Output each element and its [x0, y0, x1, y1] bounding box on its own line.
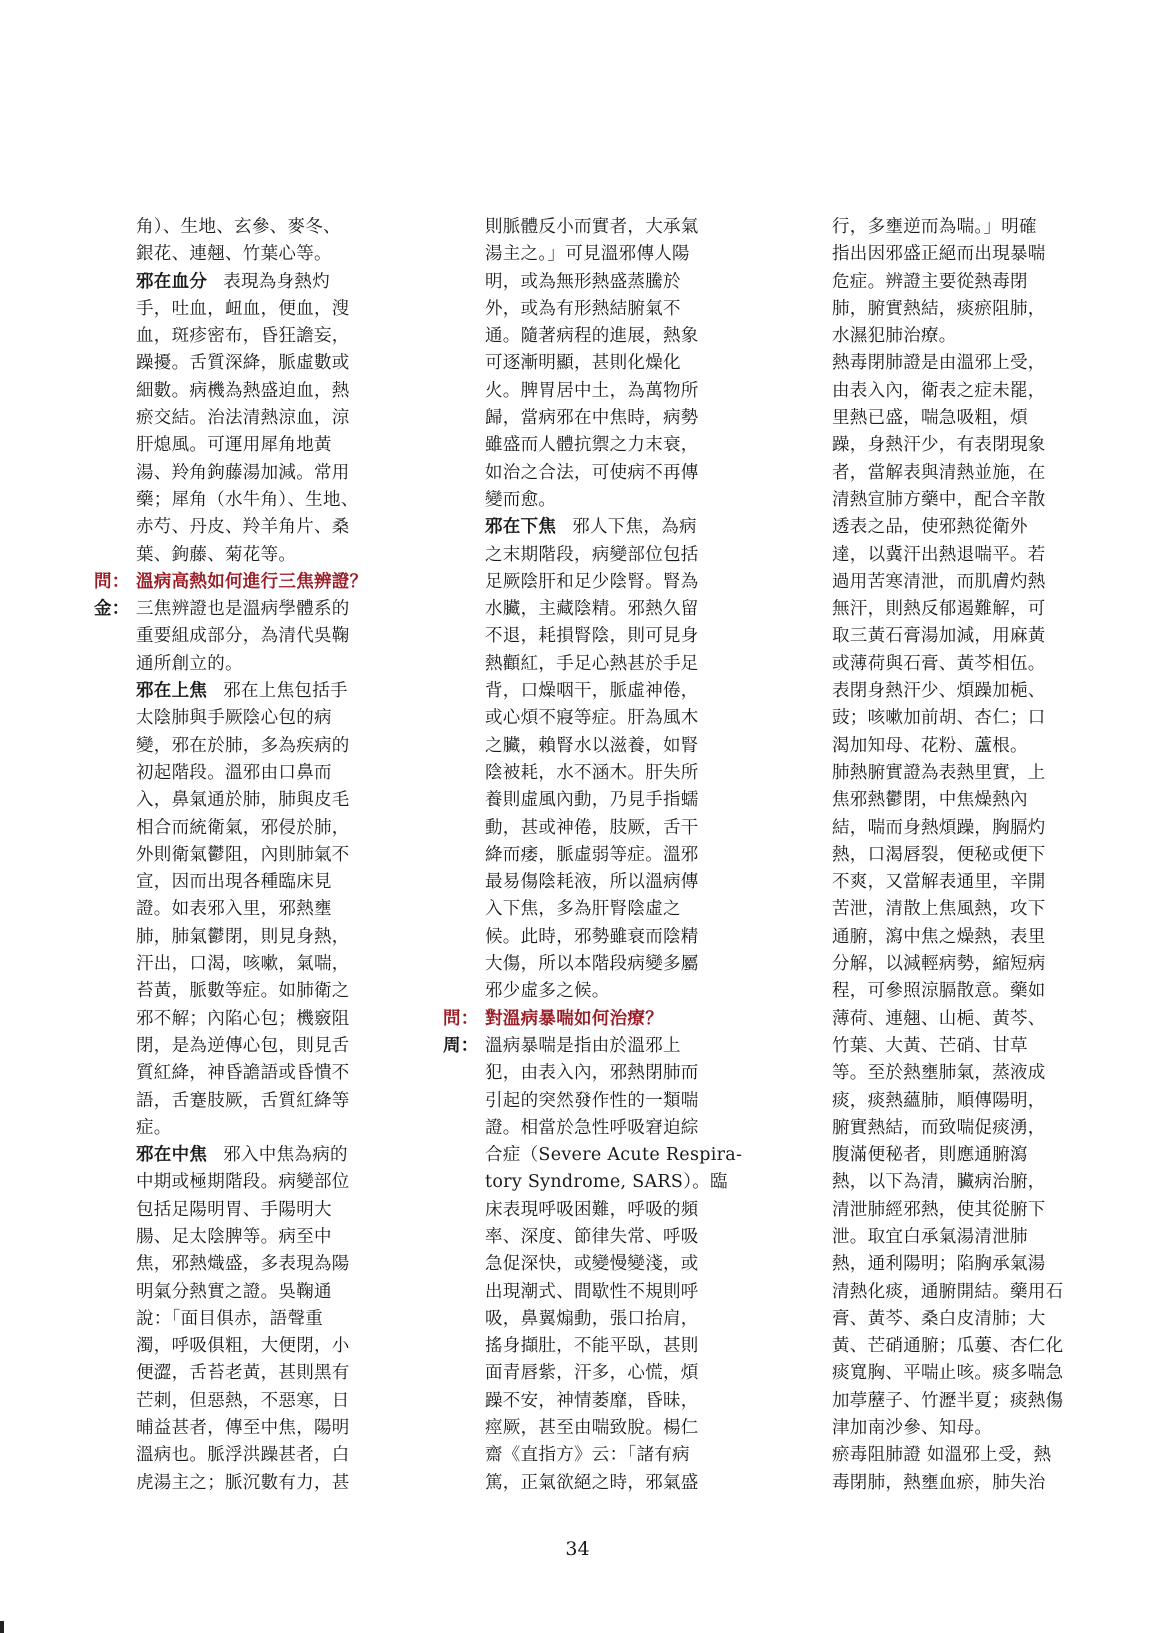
question-label: 問： — [443, 1008, 479, 1029]
text-line: 葉、鉤藤、菊花等。 — [136, 544, 297, 565]
answer-label: 周： — [443, 1035, 479, 1056]
question-label: 問： — [94, 571, 130, 592]
text-line: 火。脾胃居中土，為萬物所 — [485, 380, 699, 401]
text-line: 動，甚或神倦，肢厥，舌干 — [485, 817, 699, 838]
text-line: 水濕犯肺治療。 — [832, 326, 957, 347]
text-line: 入，鼻氣通於肺，肺與皮毛 — [136, 790, 350, 811]
text-line: 肝熄風。可運用犀角地黃 — [136, 435, 332, 456]
text-line: 苔黃，脈數等症。如肺衛之 — [136, 981, 350, 1002]
text-line: 清泄肺經邪熱，使其從腑下 — [832, 1199, 1046, 1220]
text-line: 程，可參照涼膈散意。藥如 — [832, 981, 1046, 1002]
question-1 — [94, 569, 394, 596]
text-line: 太陰肺與手厥陰心包的病 — [136, 708, 332, 729]
text-line: 指出因邪盛正絕而出現暴喘 — [832, 244, 1046, 265]
text-line: 搖身擷肚，不能平臥，甚則 — [485, 1336, 699, 1357]
text-line: 膏、黃芩、桑白皮清肺；大 — [832, 1308, 1046, 1329]
text-line: 邪不解；內陷心包；機竅阻 — [136, 1008, 350, 1029]
scan-mark — [0, 1621, 4, 1633]
text-line: 如治之合法，可使病不再傳 — [485, 462, 699, 483]
text-line: 細數。病機為熱盛迫血，熱 — [136, 380, 350, 401]
text-line: 床表現呼吸困難，呼吸的頻 — [485, 1199, 699, 1220]
text-line: 虎湯主之；脈沉數有力，甚 — [136, 1472, 350, 1493]
text-line: 赤芍、丹皮、羚羊角片、桑 — [136, 517, 350, 538]
text-line: 相合而統衛氣，邪侵於肺， — [136, 817, 350, 838]
column-left — [94, 214, 394, 1497]
column-right — [832, 214, 1090, 1497]
text-line: 等。至於熱壅肺氣，蒸液成 — [832, 1063, 1046, 1084]
text-line: 最易傷陰耗液，所以溫病傳 — [485, 872, 699, 893]
text-line: 結，喘而身熱煩躁，胸膈灼 — [832, 817, 1046, 838]
section-zhong-first-line: 邪在中焦 邪入中焦為病的 — [136, 1145, 348, 1166]
text-line: 豉；咳嗽加前胡、杏仁；口 — [832, 708, 1046, 729]
text-line: 之臟，賴腎水以滋養，如腎 — [485, 735, 699, 756]
text-line: 入下焦，多為肝腎陰虛之 — [485, 899, 681, 920]
text-line: 瘀毒阻肺證 如溫邪上受，熱 — [832, 1445, 1052, 1466]
text-line: 明氣分熱實之證。吳鞠通 — [136, 1281, 332, 1302]
text-line: 黃、芒硝通腑；瓜蔞、杏仁化 — [832, 1336, 1064, 1357]
answer-2: 周： 溫病暴喘是指由於溫邪上 犯，由表入內，邪熱閉肺而 引起的突然發作性的一類喘 證。相當於急性呼吸窘迫綜 合症（Severe Acute Respira- tory Syndrome, SARS）。臨 床表現呼吸困難，呼吸的頻 率、深度、節律失常、呼吸 急促深快，或變慢變淺，或 出現潮式、間歇性不規則呼 吸，鼻翼煽動，張口抬肩， 搖身擷肚，不能平臥，甚則 面青唇紫，汗多，心慌，煩 躁不安，神情萎靡，昏昧， 痙厥，甚至由喘致脫。楊仁 齋《直指方》云：「諸有病 篤，正氣欲絕之時，邪氣盛 — [485, 1033, 743, 1497]
text-line: 犯，由表入內，邪熱閉肺而 — [485, 1063, 699, 1084]
text-line: 外則衛氣鬱阻，內則肺氣不 — [136, 844, 350, 865]
question-text: 溫病高熱如何進行三焦辨證？ — [136, 571, 368, 592]
text-line: 通所創立的。 — [136, 653, 243, 674]
text-line: 急促深快，或變慢變淺，或 — [485, 1254, 699, 1275]
text-line: 不爽，又當解表通里，辛開 — [832, 872, 1046, 893]
text-line: 達，以冀汗出熱退喘平。若 — [832, 544, 1046, 565]
text-line: 說：「面目俱赤，語聲重 — [136, 1308, 324, 1329]
text-line: 銀花、連翹、竹葉心等。 — [136, 244, 332, 265]
text-line: 手，吐血，衄血，便血，溲 — [136, 298, 350, 319]
text-line: 痙厥，甚至由喘致脫。楊仁 — [485, 1418, 699, 1439]
text-line: 里熱已盛，喘急吸粗，煩 — [832, 408, 1028, 429]
text-line: 變而愈。 — [485, 489, 557, 510]
text-line: 便澀，舌苔老黃，甚則黑有 — [136, 1363, 350, 1384]
text-line: 語，舌蹇肢厥，舌質紅絳等 — [136, 1090, 350, 1111]
text-line: 腑實熱結，而致喘促痰湧， — [832, 1117, 1046, 1138]
text-line: 痰寬胸、平喘止咳。痰多喘急 — [832, 1363, 1064, 1384]
text-line: 中期或極期階段。病變部位 — [136, 1172, 350, 1193]
text-line: 絳而痿，脈虛弱等症。溫邪 — [485, 844, 699, 865]
text-line: 清熱宣肺方藥中，配合辛散 — [832, 489, 1046, 510]
text-line: 雖盛而人體抗禦之力末衰， — [485, 435, 699, 456]
text-line: 水臟，主藏陰精。邪熱久留 — [485, 599, 699, 620]
text-line: 肺，肺氣鬱閉，則見身熱， — [136, 926, 350, 947]
text-line: 湯主之。」可見溫邪傳人陽 — [485, 244, 690, 265]
text-line: 或薄荷與石膏、黃芩相伍。 — [832, 653, 1046, 674]
text-line: 焦邪熱鬱閉，中焦燥熱內 — [832, 790, 1028, 811]
text-line: 藥；犀角（水牛角）、生地、 — [136, 489, 359, 510]
text-line: 不退，耗損腎陰，則可見身 — [485, 626, 699, 647]
text-line: 清熱化痰，通腑開結。藥用石 — [832, 1281, 1064, 1302]
text-line: 篤，正氣欲絕之時，邪氣盛 — [485, 1472, 699, 1493]
text-line: 泄。取宜白承氣湯清泄肺 — [832, 1226, 1028, 1247]
text-line: 溫病也。脈浮洪躁甚者，白 — [136, 1445, 350, 1466]
section-heading: 邪在中焦 — [136, 1145, 208, 1166]
text-line: 包括足陽明胃、手陽明大 — [136, 1199, 332, 1220]
text-line: 邪少虛多之候。 — [485, 981, 610, 1002]
text-line: 津加南沙參、知母。 — [832, 1418, 993, 1439]
text-line: 出現潮式、間歇性不規則呼 — [485, 1281, 699, 1302]
answer-1: 金： 三焦辨證也是溫病學體系的 重要組成部分，為清代吳鞠 通所創立的。 — [136, 596, 394, 678]
text-line: 竹葉、大黃、芒硝、甘草 — [832, 1035, 1028, 1056]
text-line: 或心煩不寢等症。肝為風木 — [485, 708, 699, 729]
text-line: 吸，鼻翼煽動，張口抬肩， — [485, 1308, 699, 1329]
text-line: 率、深度、節律失常、呼吸 — [485, 1226, 699, 1247]
text-line: 肺，腑實熱結，痰瘀阻肺， — [832, 298, 1046, 319]
section-heading: 邪在血分 — [136, 271, 208, 292]
section-xia-first-line: 邪在下焦 邪人下焦，為病 — [485, 517, 697, 538]
text-line: 合症（Severe Acute Respira- — [485, 1145, 743, 1166]
text-line: 症。 — [136, 1117, 172, 1138]
text-line: 通。隨著病程的進展，熱象 — [485, 326, 699, 347]
text-line: 腸、足太陰脾等。病至中 — [136, 1226, 332, 1247]
text-line: 濁，呼吸俱粗，大便閉，小 — [136, 1336, 350, 1357]
text-line: 行，多壅逆而為喘。」明確 — [832, 217, 1037, 237]
text-line: 過用苦寒清泄，而肌膚灼熱 — [832, 571, 1046, 592]
text-line: 宣，因而出現各種臨床見 — [136, 872, 332, 893]
section-shang-first-line: 邪在上焦 邪在上焦包括手 — [136, 681, 348, 702]
text-line: 苦泄，清散上焦風熱，攻下 — [832, 899, 1046, 920]
page-number: 34 — [565, 1538, 590, 1560]
text-line: 熱顴紅，手足心熱甚於手足 — [485, 653, 699, 674]
text-line: 汗出，口渴，咳嗽，氣喘， — [136, 954, 350, 975]
text-line: 痰，痰熱蘊肺，順傳陽明， — [832, 1090, 1046, 1111]
text-line: 足厥陰肝和足少陰腎。腎為 — [485, 571, 699, 592]
text-line: 躁擾。舌質深絳，脈虛數或 — [136, 353, 350, 374]
text-line: 齋《直指方》云：「諸有病 — [485, 1445, 690, 1466]
text-line: 躁不安，神情萎靡，昏昧， — [485, 1390, 699, 1411]
text-line: 陰被耗，水不涵木。肝失所 — [485, 762, 699, 783]
text-line: 者，當解表與清熱並施，在 — [832, 462, 1046, 483]
text-line: 養則虛風內動，乃見手指蠕 — [485, 790, 699, 811]
text-line: 無汗，則熱反郁遏難解，可 — [832, 599, 1046, 620]
text-line: 湯、羚角鉤藤湯加減。常用 — [136, 462, 350, 483]
text-line: 引起的突然發作性的一類喘 — [485, 1090, 699, 1111]
text-line: 由表入內，衛表之症未罷， — [832, 380, 1046, 401]
text-line: tory Syndrome, SARS）。臨 — [485, 1172, 728, 1193]
section-heading: 邪在上焦 — [136, 681, 208, 702]
text-line: 大傷，所以本階段病變多屬 — [485, 954, 699, 975]
text-line: 候。此時，邪勢雖衰而陰精 — [485, 926, 699, 947]
question-text: 對溫病暴喘如何治療？ — [485, 1008, 663, 1029]
text-line: 熱，以下為清，臟病治腑， — [832, 1172, 1046, 1193]
text-line: 肺熱腑實證為表熱里實，上 — [832, 762, 1046, 783]
text-line: 晡益甚者，傳至中焦，陽明 — [136, 1418, 350, 1439]
text-line: 可逐漸明顯，甚則化燥化 — [485, 353, 681, 374]
text-line: 取三黃石膏湯加減，用麻黃 — [832, 626, 1046, 647]
text-line: 熱，口渴唇裂，便秘或便下 — [832, 844, 1046, 865]
text-line: 薄荷、連翹、山梔、黃芩、 — [832, 1008, 1046, 1029]
text-line: 初起階段。溫邪由口鼻而 — [136, 762, 332, 783]
text-line: 透表之品，使邪熱從衛外 — [832, 517, 1028, 538]
question-2 — [443, 1006, 743, 1033]
text-line: 躁，身熱汗少，有表閉現象 — [832, 435, 1046, 456]
text-line: 變，邪在於肺，多為疾病的 — [136, 735, 350, 756]
text-line: 則脈體反小而實者，大承氣 — [485, 217, 699, 237]
text-line: 證。相當於急性呼吸窘迫綜 — [485, 1117, 699, 1138]
text-line: 之末期階段，病變部位包括 — [485, 544, 699, 565]
text-line: 危症。辨證主要從熱毒閉 — [832, 271, 1028, 292]
text-line: 外，或為有形熱結腑氣不 — [485, 298, 681, 319]
text-line: 血，斑疹密布，昏狂譫妄， — [136, 326, 350, 347]
answer-label: 金： — [94, 599, 130, 620]
text-line: 歸，當病邪在中焦時，病勢 — [485, 408, 699, 429]
text-line: 熱，通利陽明；陷胸承氣湯 — [832, 1254, 1046, 1275]
text-line: 分解，以減輕病勢，縮短病 — [832, 954, 1046, 975]
column-middle — [443, 214, 743, 1497]
text-line: 質紅絳，神昏譫語或昏憒不 — [136, 1063, 350, 1084]
section-xue-first-line: 邪在血分 表現為身熱灼 — [136, 271, 331, 292]
text-line: 腹滿便秘者，則應通腑瀉 — [832, 1145, 1028, 1166]
text-line: 表閉身熱汗少、煩躁加梔、 — [832, 681, 1046, 702]
text-line: 證。如表邪入里，邪熱壅 — [136, 899, 332, 920]
text-line: 重要組成部分，為清代吳鞠 — [136, 626, 350, 647]
text-line: 熱毒閉肺證是由溫邪上受， — [832, 353, 1046, 374]
text-line: 通腑，瀉中焦之燥熱，表里 — [832, 926, 1046, 947]
section-heading: 邪在下焦 — [485, 517, 557, 538]
text-line: 焦，邪熱熾盛，多表現為陽 — [136, 1254, 350, 1275]
text-line: 毒閉肺，熱壅血瘀，肺失治 — [832, 1472, 1046, 1493]
text-line: 瘀交結。治法清熱涼血，涼 — [136, 408, 350, 429]
text-line: 閉，是為逆傳心包，則見舌 — [136, 1035, 350, 1056]
text-line: 明，或為無形熱盛蒸騰於 — [485, 271, 681, 292]
text-line: 芒刺，但惡熱，不惡寒，日 — [136, 1390, 350, 1411]
text-line: 面青唇紫，汗多，心慌，煩 — [485, 1363, 699, 1384]
text-line: 渴加知母、花粉、蘆根。 — [832, 735, 1028, 756]
text-line: 加葶藶子、竹瀝半夏；痰熱傷 — [832, 1390, 1064, 1411]
text-line: 角）、生地、玄參、麥冬、 — [136, 217, 341, 237]
text-line: 背，口燥咽干，脈虛神倦， — [485, 681, 699, 702]
